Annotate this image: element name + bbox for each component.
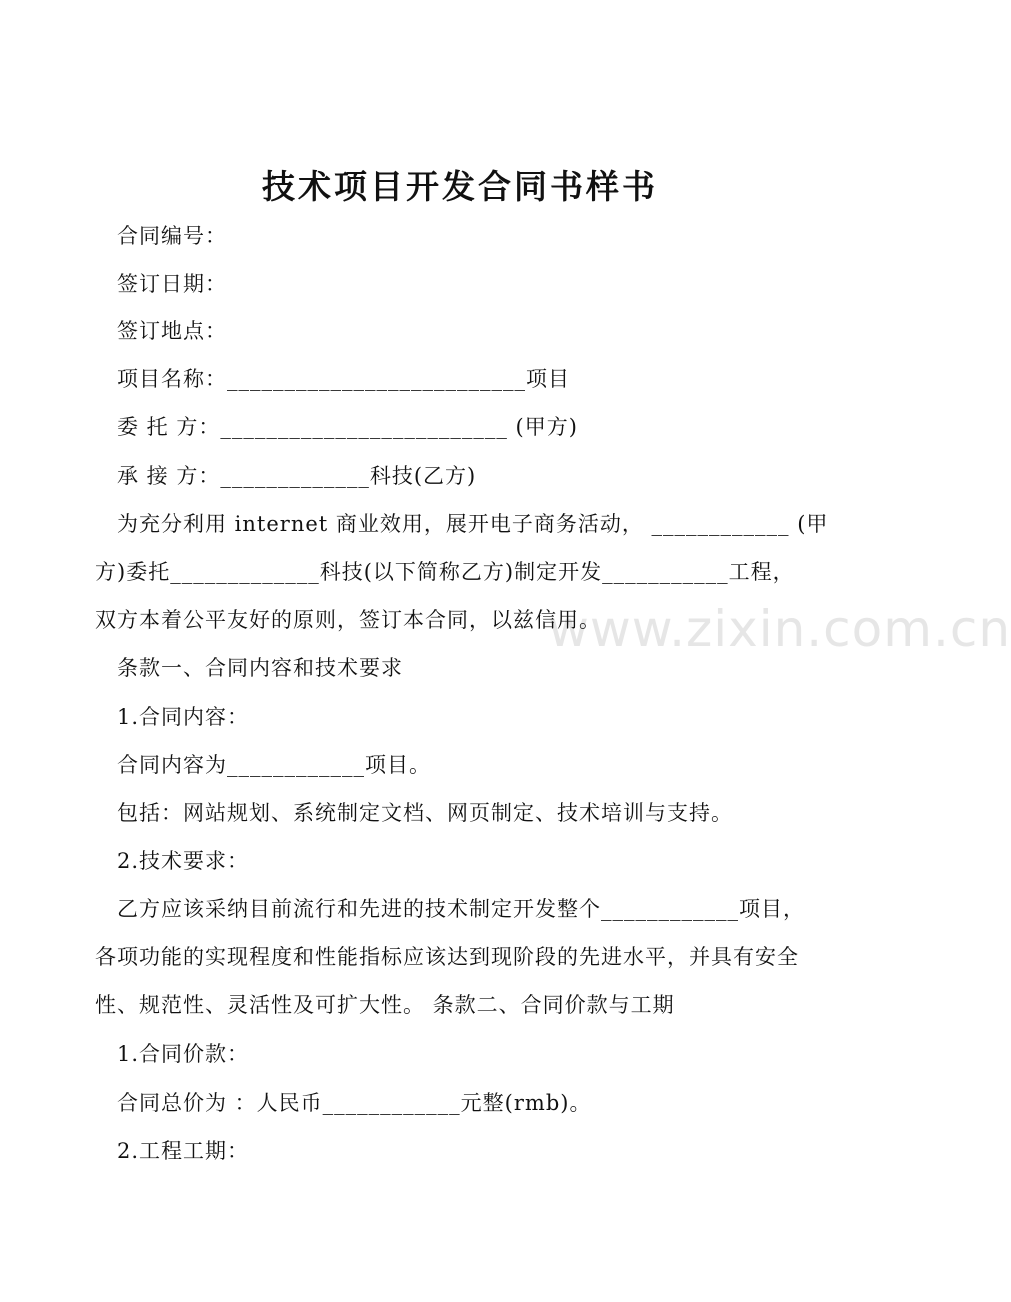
preamble-line-2: 方)委托_____________科技(以下简称乙方)制定开发___________工程，	[95, 560, 795, 584]
signing-date-line: 签订日期：	[117, 272, 227, 296]
project-name-line: 项目名称：__________________________项目	[117, 367, 570, 391]
project-period-heading: 2.工程工期：	[117, 1139, 250, 1163]
contract-content-heading: 1.合同内容：	[117, 705, 250, 729]
contractor-party-line: 承 接 方：_____________科技(乙方)	[117, 464, 477, 488]
tech-requirements-heading: 2.技术要求：	[117, 849, 250, 873]
tech-requirements-line-2: 各项功能的实现程度和性能指标应该达到现阶段的先进水平，并具有安全	[95, 945, 799, 969]
document-title: 技术项目开发合同书样书	[262, 167, 658, 206]
includes-line: 包括：网站规划、系统制定文档、网页制定、技术培训与支持。	[117, 801, 733, 825]
signing-place-line: 签订地点：	[117, 319, 227, 343]
tech-requirements-line-1: 乙方应该采纳目前流行和先进的技术制定开发整个____________项目，	[117, 897, 805, 921]
contract-number-line: 合同编号：	[117, 224, 227, 248]
watermark: www.zixin.com.cn	[548, 600, 1011, 658]
contract-total-line: 合同总价为 ：人民币____________元整(rmb)。	[117, 1091, 592, 1115]
preamble-line-3: 双方本着公平友好的原则，签订本合同，以兹信用。	[95, 608, 601, 632]
client-party-line: 委 托 方：_________________________ (甲方)	[117, 415, 578, 439]
clause-one-heading: 条款一、合同内容和技术要求	[117, 656, 403, 680]
contract-content-line: 合同内容为____________项目。	[117, 753, 431, 777]
tech-requirements-line-3: 性、规范性、灵活性及可扩大性。 条款二、合同价款与工期	[95, 993, 675, 1017]
preamble-line-1: 为充分利用 internet 商业效用，展开电子商务活动， ____________ (甲	[117, 512, 829, 536]
contract-price-heading: 1.合同价款：	[117, 1042, 250, 1066]
